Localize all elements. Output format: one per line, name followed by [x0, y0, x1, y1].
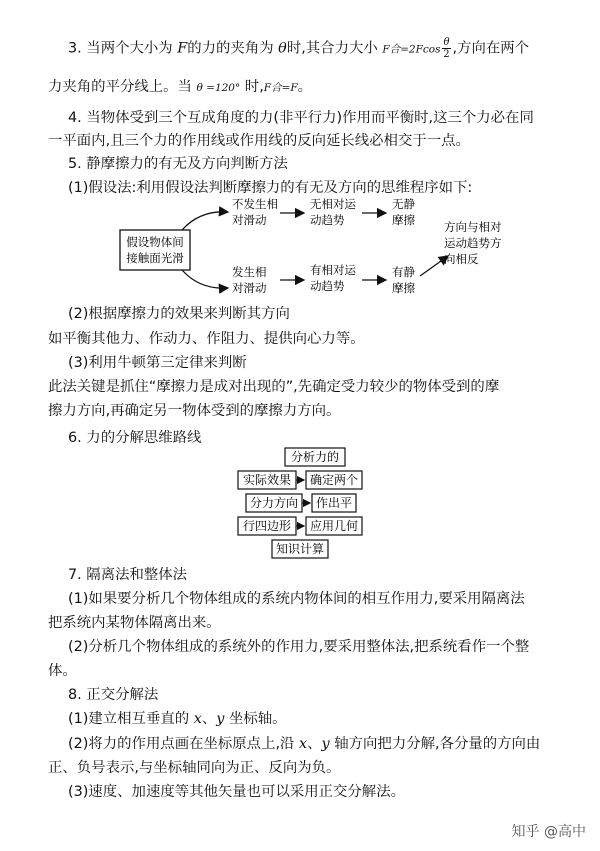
- box-bottom-label: 知识计算: [275, 542, 325, 556]
- s4-line1: 4. 当物体受到三个互成角度的力(非平行力)作用而平衡时,这三个力必在同: [68, 110, 534, 126]
- symbol-y: y: [321, 736, 330, 752]
- s5-p3: (3)利用牛顿第三定律来判断: [68, 355, 247, 371]
- symbol-x: x: [299, 736, 308, 752]
- fraction-theta-half: [442, 37, 450, 60]
- flow-bottom-2-line2: 动趋势: [310, 279, 345, 293]
- s8-text: (2)将力的作用点画在坐标原点上,沿: [68, 736, 300, 752]
- box-right-1-label: 确定两个: [309, 473, 359, 487]
- formula-theta: θ =120°: [196, 82, 241, 94]
- s5-p3-line1: 此法关键是抓住“摩擦力是成对出现的”,先确定受力较少的物体受到的摩: [48, 379, 500, 395]
- s8-text: (1)建立相互垂直的: [68, 711, 194, 727]
- flow-result-line2: 运动趋势方: [444, 236, 502, 250]
- flow-top-2-line2: 动趋势: [310, 213, 345, 227]
- flow-top-3-line1: 无静: [392, 197, 415, 211]
- fraction-denominator: 2: [443, 49, 450, 60]
- s7-p2-line1: (2)分析几个物体组成的系统外的作用力,要采用整体法,把系统看作一个整: [68, 639, 530, 655]
- s3-text: 力夹角的平分线上。当: [48, 79, 197, 95]
- flow-bottom-1-line1: 发生相: [232, 265, 267, 279]
- s8-text: 、: [201, 711, 217, 727]
- s8-text: 坐标轴。: [224, 711, 287, 727]
- box-right-3-label: 应用几何: [309, 519, 359, 533]
- s8-p1: [68, 709, 287, 729]
- fraction-numerator: θ: [443, 37, 450, 48]
- friction-flowchart: [0, 196, 600, 306]
- s8-text: 轴方向把力分解,各分量的方向由: [329, 736, 541, 752]
- decomposition-diagram: [0, 445, 600, 560]
- box-right-2-label: 作出平: [315, 496, 353, 510]
- flow-top-1-line2: 对滑动: [232, 213, 267, 227]
- s8-p2: [68, 734, 540, 754]
- s8-title: 8. 正交分解法: [68, 687, 159, 703]
- s7-p2-line2: 体。: [48, 663, 77, 679]
- flow-top-1-line1: 不发生相: [232, 197, 278, 211]
- s3-text: 3. 当两个大小为: [68, 40, 178, 57]
- s3-line1: [68, 37, 529, 60]
- flow-bottom-3-line1: 有静: [392, 265, 415, 279]
- symbol-y: y: [216, 711, 225, 727]
- symbol-x: x: [193, 711, 202, 727]
- s5-p2-text: 如平衡其他力、作动力、作阻力、提供向心力等。: [48, 331, 365, 347]
- s3-text: 时,其合力大小: [286, 40, 383, 57]
- s7-p1-line1: (1)如果要分析几个物体组成的系统内物体间的相互作用力,要采用隔离法: [68, 591, 525, 607]
- box-left-1-label: 实际效果: [242, 473, 292, 487]
- watermark: 知乎 @高中: [511, 824, 586, 840]
- box-top-label: 分析力的: [290, 450, 340, 464]
- symbol-theta: θ: [278, 40, 287, 57]
- s4-line2: 一平面内,且三个力的作用线或作用线的反向延长线必相交于一点。: [48, 133, 470, 149]
- flow-top-3-line2: 摩擦: [392, 213, 415, 227]
- box-left-2-label: 分力方向: [249, 496, 299, 510]
- s5-p2: (2)根据摩擦力的效果来判断其方向: [68, 306, 290, 322]
- s8-p2-line2: 正、负号表示,与坐标轴同向为正、反向为负。: [48, 760, 341, 776]
- s3-line2: [48, 77, 312, 98]
- s6-title: 6. 力的分解思维路线: [68, 430, 202, 446]
- s3-text: ,方向在两个: [452, 40, 530, 57]
- formula-resultant-2: F合=F: [263, 82, 298, 94]
- s3-text: 时,: [240, 79, 264, 95]
- formula-resultant: F合=2Fcos: [382, 43, 441, 56]
- flow-result-line3: 向相反: [444, 252, 479, 266]
- s3-text: 的力的夹角为: [187, 40, 279, 57]
- s8-text: 、: [307, 736, 322, 752]
- flow-start-line1: 假设物体间: [126, 235, 184, 249]
- flow-branch-top: [182, 212, 228, 230]
- s5-p1: (1)假设法:利用假设法判断摩擦力的有无及方向的思维程序如下:: [68, 180, 473, 196]
- box-left-3-label: 行四边形: [242, 519, 292, 533]
- s8-p3: (3)速度、加速度等其他矢量也可以采用正交分解法。: [68, 784, 405, 800]
- flow-bottom-2-line1: 有相对运: [310, 263, 356, 277]
- s5-p3-line2: 擦力方向,再确定另一物体受到的摩擦力方向。: [48, 403, 341, 419]
- flow-start-line2: 接触面光滑: [126, 251, 184, 265]
- flow-result-line1: 方向与相对: [444, 220, 502, 234]
- s3-text: 。: [297, 79, 313, 95]
- flow-bottom-1-line2: 对滑动: [232, 281, 267, 295]
- flow-bottom-3-line2: 摩擦: [392, 281, 415, 295]
- s5-title: 5. 静摩擦力的有无及方向判断方法: [68, 156, 288, 172]
- s7-title: 7. 隔离法和整体法: [68, 567, 188, 583]
- s7-p1-line2: 把系统内某物体隔离出来。: [48, 615, 221, 631]
- flow-top-2-line1: 无相对运: [310, 197, 356, 211]
- flow-branch-bottom: [182, 270, 228, 288]
- symbol-f: F: [177, 40, 188, 57]
